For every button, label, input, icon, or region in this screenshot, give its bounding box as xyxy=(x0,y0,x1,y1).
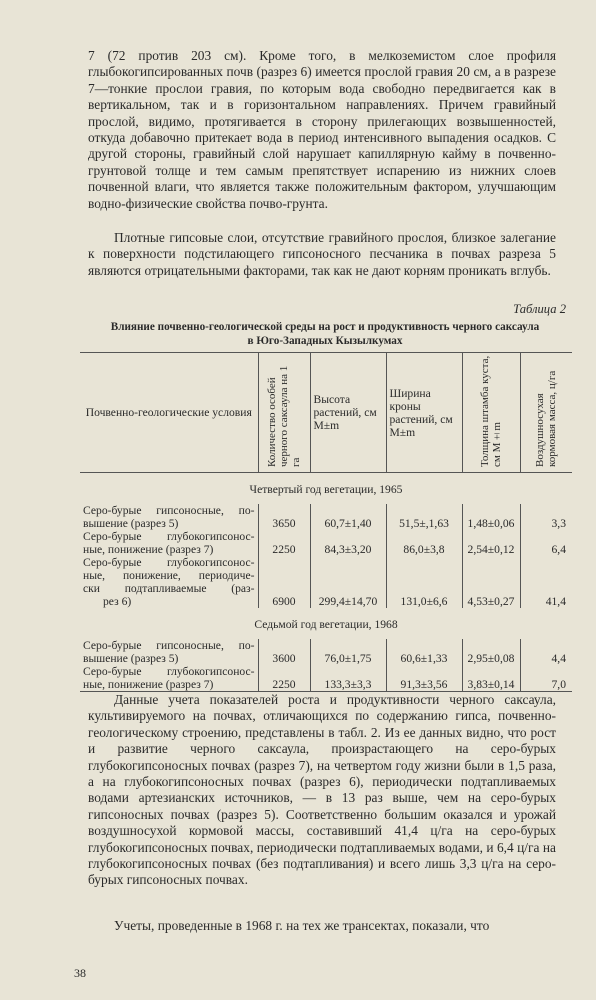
data-table xyxy=(80,352,572,692)
section-title: Четвертый год вегетации, 1965 xyxy=(249,483,403,496)
row-conditions: Серо-бурые глубокогипсонос- ные, понижение (разрез 7) xyxy=(83,530,255,556)
cell-mass: 4,4 xyxy=(520,639,572,665)
row-conditions: Серо-бурые глубокогипсонос- ные, понижение (разрез 7) xyxy=(80,665,258,692)
section-row-1968 xyxy=(80,608,572,639)
paragraph-continues: Учеты, проведенные в 1968 г. на тех же трансектах, показали, что xyxy=(114,918,490,933)
cell-trunk: 2,95±0,08 xyxy=(462,639,520,665)
cell-height: 133,3±3,3 xyxy=(310,665,386,692)
paragraph-results: Данные учета показателей роста и продуктивности черного саксаула, культивируемого на почвах, отличающихся по содержанию гипса, почвенно-геологическому строению, представлены в табл. 2. Из ее данных видно, что рост и развитие черного саксаула, произрастающего на серо-бурых глубокогипсоносных почвах (разрез 7), на четвертом году жизни были в 1,5 раза, а на глубокогипсоносных почвах (разрез 6), периодически подтапливаемых водами артезианских источников, — в 13 раз выше, чем на серо-бурых гипсоносных почвах (разрез 5). Соответственно большим оказался и урожай воздушносухой кормовой массы, составивший 41,4 ц/га на серо-бурых глубокогипсоносных почвах, периодически подтапливаемых водами, и 6,4 ц/га на глубокогипсоносных почвах (без подтапливания) и всего лишь 3,3 ц/га на серо-бурых гипсоносных почвах. xyxy=(88,692,556,888)
cell-trunk: 1,48±0,06 xyxy=(462,504,520,530)
header-height: Высота растений, см M±m xyxy=(310,353,386,473)
row-conditions: Серо-бурые глубокогипсонос- ные, понижение, периодиче- ски подтапливаемые (раз- рез 6) xyxy=(83,556,255,608)
table-header-row xyxy=(80,353,572,473)
paragraph-gypsum-layers: Плотные гипсовые слои, отсутствие гравийного прослоя, близкое залегание к поверхности подстилающего гипсоносного песчаника в почвах разреза 5 являются отрицательными факторами, так как не дают корням проникать вглубь. xyxy=(88,230,556,278)
cell-crown: 91,3±3,56 xyxy=(386,665,462,692)
header-trunk: Толщина штамба куста, см M±m xyxy=(462,353,520,473)
cell-trunk: 3,83±0,14 xyxy=(462,665,520,692)
paragraph-continued: 7 (72 против 203 см). Кроме того, в мелкоземистом слое профиля глыбокогипсированных почв (разрез 6) имеется прослой гравия 20 см, а в разрезе 7—тонкие прослои гравия, по которым вода свободно передвигается как в вертикальном, так и в горизонтальном направлениях. Причем гравийный прослой, видимо, протягивается в сторону прилегающих возвышенностей, откуда добавочно притекает вода в период интенсивного выпадения осадков. С другой стороны, гравийный слой нарушает капиллярную кайму в почвенно-грунтовой толще и тем самым препятствует испарению из нижних слоев почвенной влаги, что является также положительным фактором, улучшающим водно-физические свойства почво-грунта. xyxy=(88,48,556,211)
cell-mass: 41,4 xyxy=(520,556,572,608)
cell-mass: 3,3 xyxy=(520,504,572,530)
cell-count: 3650 xyxy=(258,504,310,530)
cell-mass: 6,4 xyxy=(520,530,572,556)
header-crown: Ширина кроны растений, см M±m xyxy=(386,353,462,473)
cell-height: 60,7±1,40 xyxy=(310,504,386,530)
table-row xyxy=(80,639,572,665)
header-count: Количество особей черного саксаула на 1 га xyxy=(258,353,310,473)
cell-mass: 7,0 xyxy=(520,665,572,692)
table-label: Таблица 2 xyxy=(513,302,566,316)
cell-crown: 51,5±,1,63 xyxy=(386,504,462,530)
section-row-1965 xyxy=(80,473,572,505)
cell-height: 84,3±3,20 xyxy=(310,530,386,556)
cell-height: 76,0±1,75 xyxy=(310,639,386,665)
cell-trunk: 2,54±0,12 xyxy=(462,530,520,556)
table-row xyxy=(80,504,572,530)
table-row xyxy=(80,665,572,692)
table-row xyxy=(80,556,572,608)
table-row xyxy=(80,530,572,556)
cell-crown: 131,0±6,6 xyxy=(386,556,462,608)
row-conditions: Серо-бурые гипсоносные, по- вышение (разрез 5) xyxy=(83,639,255,665)
section-title: Седьмой год вегетации, 1968 xyxy=(254,618,398,631)
cell-height: 299,4±14,70 xyxy=(310,556,386,608)
header-mass: Воздушносухая кормовая масса, ц/га xyxy=(520,353,572,473)
row-conditions: Серо-бурые гипсоносные, по- вышение (разрез 5) xyxy=(83,504,255,530)
cell-count: 2250 xyxy=(258,530,310,556)
table-title-line-2: в Юго-Западных Кызылкумах xyxy=(247,335,403,347)
cell-crown: 60,6±1,33 xyxy=(386,639,462,665)
table-title-line-1: Влияние почвенно-геологической среды на рост и продуктивность черного саксаула xyxy=(110,321,540,333)
cell-crown: 86,0±3,8 xyxy=(386,530,462,556)
page-number: 38 xyxy=(74,966,86,980)
table-title xyxy=(80,320,570,348)
cell-trunk: 4,53±0,27 xyxy=(462,556,520,608)
cell-count: 3600 xyxy=(258,639,310,665)
header-conditions: Почвенно-геологические условия xyxy=(85,406,252,419)
cell-count: 6900 xyxy=(258,556,310,608)
cell-count: 2250 xyxy=(258,665,310,692)
